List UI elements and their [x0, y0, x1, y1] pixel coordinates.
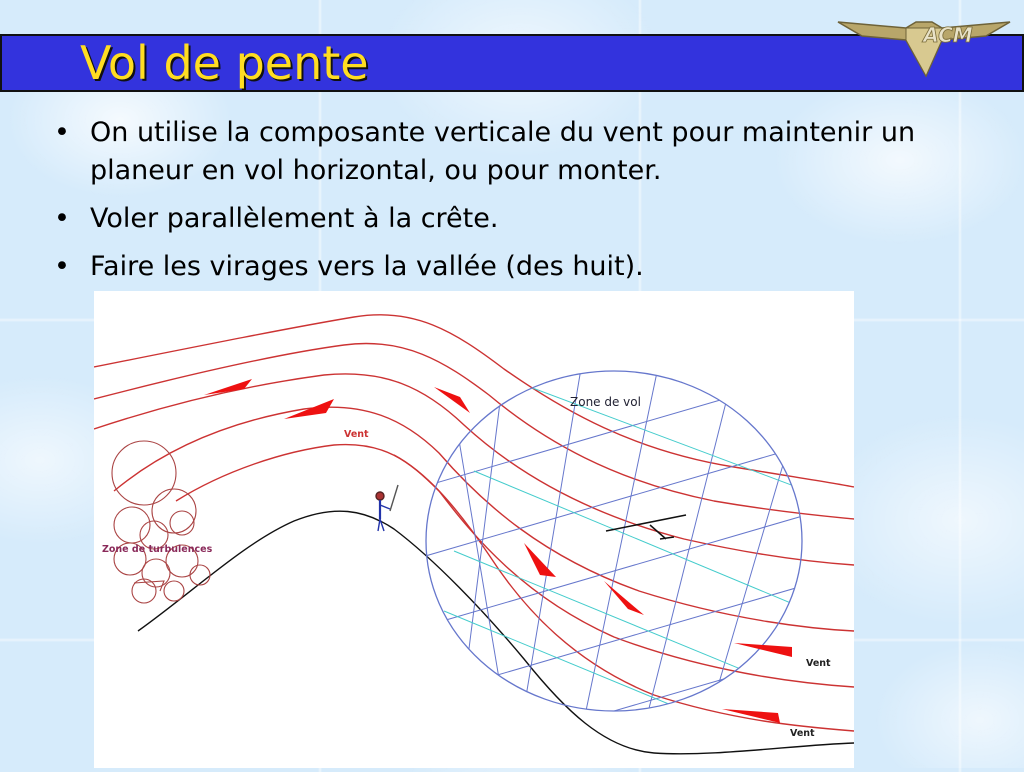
logo-text: ACM — [923, 23, 973, 47]
wind-line — [394, 455, 854, 731]
label-zone-de-vol: Zone de vol — [570, 395, 641, 409]
bullet-text: Voler parallèlement à la crête. — [90, 203, 499, 234]
wind-line — [94, 374, 854, 565]
slide-title: Vol de pente — [80, 36, 369, 90]
bullet-text: On utilise la composante verticale du vent pour maintenir un planeur en vol horizontal, ou pour monter. — [90, 117, 916, 186]
slope-soaring-diagram — [94, 291, 854, 768]
bullet-dot: • — [54, 203, 70, 234]
label-vent: Vent — [806, 658, 831, 669]
bullet-item — [50, 200, 970, 238]
turbulence-circles — [112, 441, 210, 603]
wind-streamlines — [94, 315, 854, 731]
wind-line — [114, 407, 854, 631]
label-vent: Vent — [790, 728, 815, 739]
bullet-list — [50, 114, 970, 296]
bullet-dot: • — [54, 117, 70, 148]
wind-line — [176, 444, 854, 687]
bullet-text: Faire les virages vers la vallée (des huit). — [90, 251, 644, 282]
wind-arrow — [284, 399, 334, 419]
label-vent: Vent — [344, 429, 369, 440]
wind-arrow — [722, 709, 780, 723]
wind-line — [94, 343, 854, 519]
wind-arrow — [734, 643, 792, 657]
bullet-dot: • — [54, 251, 70, 282]
wind-arrow — [434, 387, 470, 413]
wind-line — [94, 315, 854, 487]
bullet-item — [50, 114, 970, 190]
label-zone-de-turbulences: Zone de turbulences — [102, 544, 213, 555]
acm-logo — [836, 14, 1012, 80]
bullet-item — [50, 248, 970, 286]
